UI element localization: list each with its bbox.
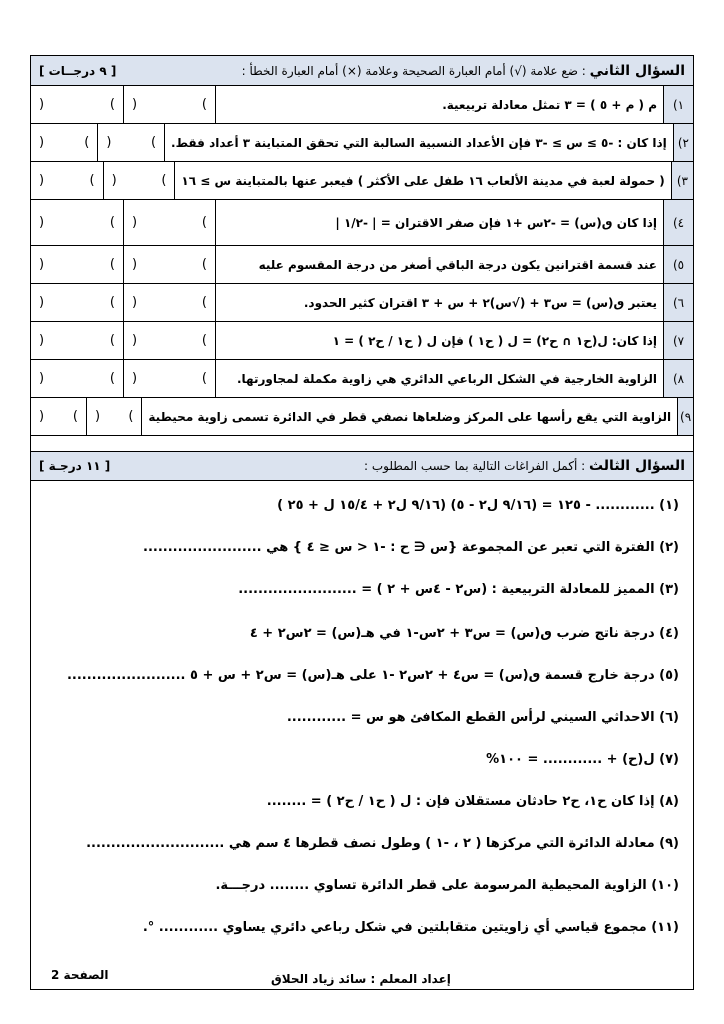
bracket-close: ( — [132, 215, 138, 230]
teacher-credit: إعداد المعلم : سائد زياد الحلاق — [271, 972, 451, 986]
answer-box[interactable] — [103, 162, 175, 199]
answer-box[interactable] — [31, 398, 86, 435]
fill-in-item[interactable]: (٨) إذا كان ح١، ح٢ حادثان مستقلان فإن : ل ( ح١ / ح٢ ) = ........ — [266, 794, 679, 809]
statement-row — [31, 284, 693, 322]
fill-in-item[interactable]: (٣) المميز للمعادلة التربيعية : (س٢ - ٤س + ٢ ) = ........................ — [238, 582, 679, 597]
statement-text: الزاوية الخارجية في الشكل الرباعي الدائري هي زاوية مكملة لمجاورتها. — [215, 360, 663, 397]
question-three-header — [31, 451, 693, 481]
question-two-title: السؤال الثاني — [589, 62, 685, 79]
bracket-open: ) — [109, 257, 115, 272]
question-two-instruction: : ضع علامة (√) أمام العبارة الصحيحة وعلامة (×) أمام العبارة الخطأ : — [241, 63, 586, 78]
statement-number: ٣) — [671, 162, 693, 199]
bracket-close: ( — [94, 409, 101, 424]
statement-number: ٤) — [663, 200, 693, 245]
statement-row — [31, 200, 693, 246]
statement-text: إذا كان ٯ(س) = -٢س +١ فإن صفر الاقتران = | -١/٢ | — [215, 200, 663, 245]
question-three-instruction: : أكمل الفراغات التالية بما حسب المطلوب : — [363, 459, 586, 473]
bracket-close: ( — [132, 295, 138, 310]
fill-in-item[interactable]: (١١) مجموع قياسي أي زاويتين متقابلتين في شكل رباعي دائري يساوي ............ °. — [142, 920, 679, 935]
answer-box[interactable] — [123, 360, 215, 397]
bracket-close: ( — [39, 333, 45, 348]
page-number: الصفحة 2 — [51, 968, 109, 982]
statement-row — [31, 246, 693, 284]
statement-text: عند قسمة اقترانين يكون درجة الباقي أصغر من درجة المقسوم عليه — [215, 246, 663, 283]
bracket-close: ( — [39, 257, 45, 272]
bracket-close: ( — [39, 135, 45, 150]
statement-number: ٩) — [677, 398, 693, 435]
question-three-title: السؤال الثالث — [588, 458, 685, 474]
statement-row — [31, 360, 693, 398]
statement-number: ٧) — [663, 322, 693, 359]
bracket-close: ( — [132, 97, 138, 112]
bracket-close: ( — [132, 371, 138, 386]
fill-in-item[interactable]: (٦) الاحداثي السيني لرأس القطع المكافئ هو س = ............ — [286, 710, 679, 725]
fill-in-item[interactable]: (١) ............ - ١٢٥ = (٩/١٦ ل٢ - ٥) (٩/١٦ ل٢ + ١٥/٤ ل + ٢٥ ) — [277, 498, 679, 513]
answer-box[interactable] — [31, 284, 123, 321]
fill-in-item[interactable]: (٩) معادلة الدائرة التي مركزها ( ٢ ، -١ ) وطول نصف قطرها ٤ سم هي ............................ — [86, 836, 679, 851]
answer-box[interactable] — [31, 86, 123, 123]
fill-in-item[interactable]: (١٠) الزاوية المحيطية المرسومة على قطر الدائرة تساوي ........ درجـــة. — [215, 878, 679, 893]
bracket-open: ) — [109, 97, 115, 112]
true-false-table — [31, 86, 693, 436]
bracket-close: ( — [106, 135, 112, 150]
statement-text: م ( م + ٥ ) = ٣ تمثل معادلة تربيعية. — [215, 86, 663, 123]
bracket-open: ) — [109, 371, 115, 386]
question-two-marks: [ ٩ درجــات ] — [39, 63, 117, 78]
bracket-open: ) — [161, 173, 167, 188]
statement-text: ( حمولة لعبة في مدينة الألعاب ١٦ طفل على الأكثر ) فيعبر عنها بالمتباينة س ≥ ١٦ — [174, 162, 670, 199]
statement-text: إذا كان : -٥ ≥ س ≥ -٣ فإن الأعداد النسبية السالبة التي تحقق المتباينة ٣ أعداد فقط. — [164, 124, 673, 161]
statement-row — [31, 162, 693, 200]
bracket-close: ( — [39, 173, 45, 188]
answer-box[interactable] — [31, 322, 123, 359]
statement-number: ١) — [663, 86, 693, 123]
bracket-open: ) — [72, 409, 78, 424]
question-two-header — [31, 56, 693, 86]
statement-row — [31, 124, 693, 162]
bracket-open: ) — [150, 135, 157, 150]
bracket-open: ) — [201, 215, 207, 230]
bracket-open: ) — [89, 173, 95, 188]
bracket-close: ( — [132, 333, 138, 348]
statement-number: ٢) — [673, 124, 693, 161]
answer-box[interactable] — [31, 360, 123, 397]
answer-box[interactable] — [31, 162, 103, 199]
worksheet-page — [30, 55, 694, 990]
fill-in-item[interactable]: (٥) درجة خارج قسمة ٯ(س) = س٤ + ٢س٢ -١ على هـ(س) = س٢ + س + ٥ ........................ — [66, 668, 679, 683]
answer-box[interactable] — [31, 124, 97, 161]
fill-in-item[interactable]: (٢) الفترة التي تعبر عن المجموعة {س ∈ ح : -١ < س ≤ ٤ } هي ........................ — [143, 540, 679, 555]
statement-text: إذا كان: ل(ح١ ∩ ح٢) = ل ( ح١ ) فإن ل ( ح١ / ح٢ ) = ١ — [215, 322, 663, 359]
statement-row — [31, 322, 693, 360]
answer-box[interactable] — [123, 86, 215, 123]
fill-in-item[interactable]: (٤) درجة ناتج ضرب ٯ(س) = س٣ + ٢س-١ في هـ(س) = ٢س٢ + ٤ — [249, 626, 679, 641]
statement-row — [31, 398, 693, 436]
bracket-open: ) — [201, 333, 207, 348]
answer-box[interactable] — [31, 246, 123, 283]
bracket-open: ) — [201, 97, 207, 112]
bracket-open: ) — [109, 333, 115, 348]
bracket-open: ) — [109, 295, 115, 310]
answer-box[interactable] — [123, 200, 215, 245]
answer-box[interactable] — [123, 322, 215, 359]
fill-in-item[interactable]: (٧) ل(ح) + ............ = ١٠٠% — [486, 752, 679, 767]
answer-box[interactable] — [97, 124, 164, 161]
bracket-close: ( — [39, 215, 45, 230]
bracket-open: ) — [201, 295, 207, 310]
statement-text: الزاوية التي يقع رأسها على المركز وضلعاها نصفي قطر في الدائرة تسمى زاوية محيطية — [141, 398, 677, 435]
bracket-open: ) — [84, 135, 90, 150]
bracket-open: ) — [201, 371, 207, 386]
answer-box[interactable] — [86, 398, 141, 435]
answer-box[interactable] — [123, 246, 215, 283]
statement-number: ٦) — [663, 284, 693, 321]
answer-box[interactable] — [123, 284, 215, 321]
bracket-close: ( — [111, 173, 117, 188]
statement-row — [31, 86, 693, 124]
bracket-close: ( — [39, 97, 45, 112]
statement-number: ٥) — [663, 246, 693, 283]
answer-box[interactable] — [31, 200, 123, 245]
bracket-close: ( — [39, 371, 45, 386]
statement-text: يعتبر ٯ(س) = س٣ + (√س)٢ + س + ٣ اقتران كثير الحدود. — [215, 284, 663, 321]
question-three-marks: [ ١١ درجـة ] — [39, 459, 111, 473]
bracket-open: ) — [109, 215, 115, 230]
bracket-close: ( — [132, 257, 138, 272]
bracket-open: ) — [128, 409, 134, 424]
statement-number: ٨) — [663, 360, 693, 397]
bracket-close: ( — [39, 295, 45, 310]
bracket-close: ( — [38, 409, 45, 424]
bracket-open: ) — [201, 257, 207, 272]
